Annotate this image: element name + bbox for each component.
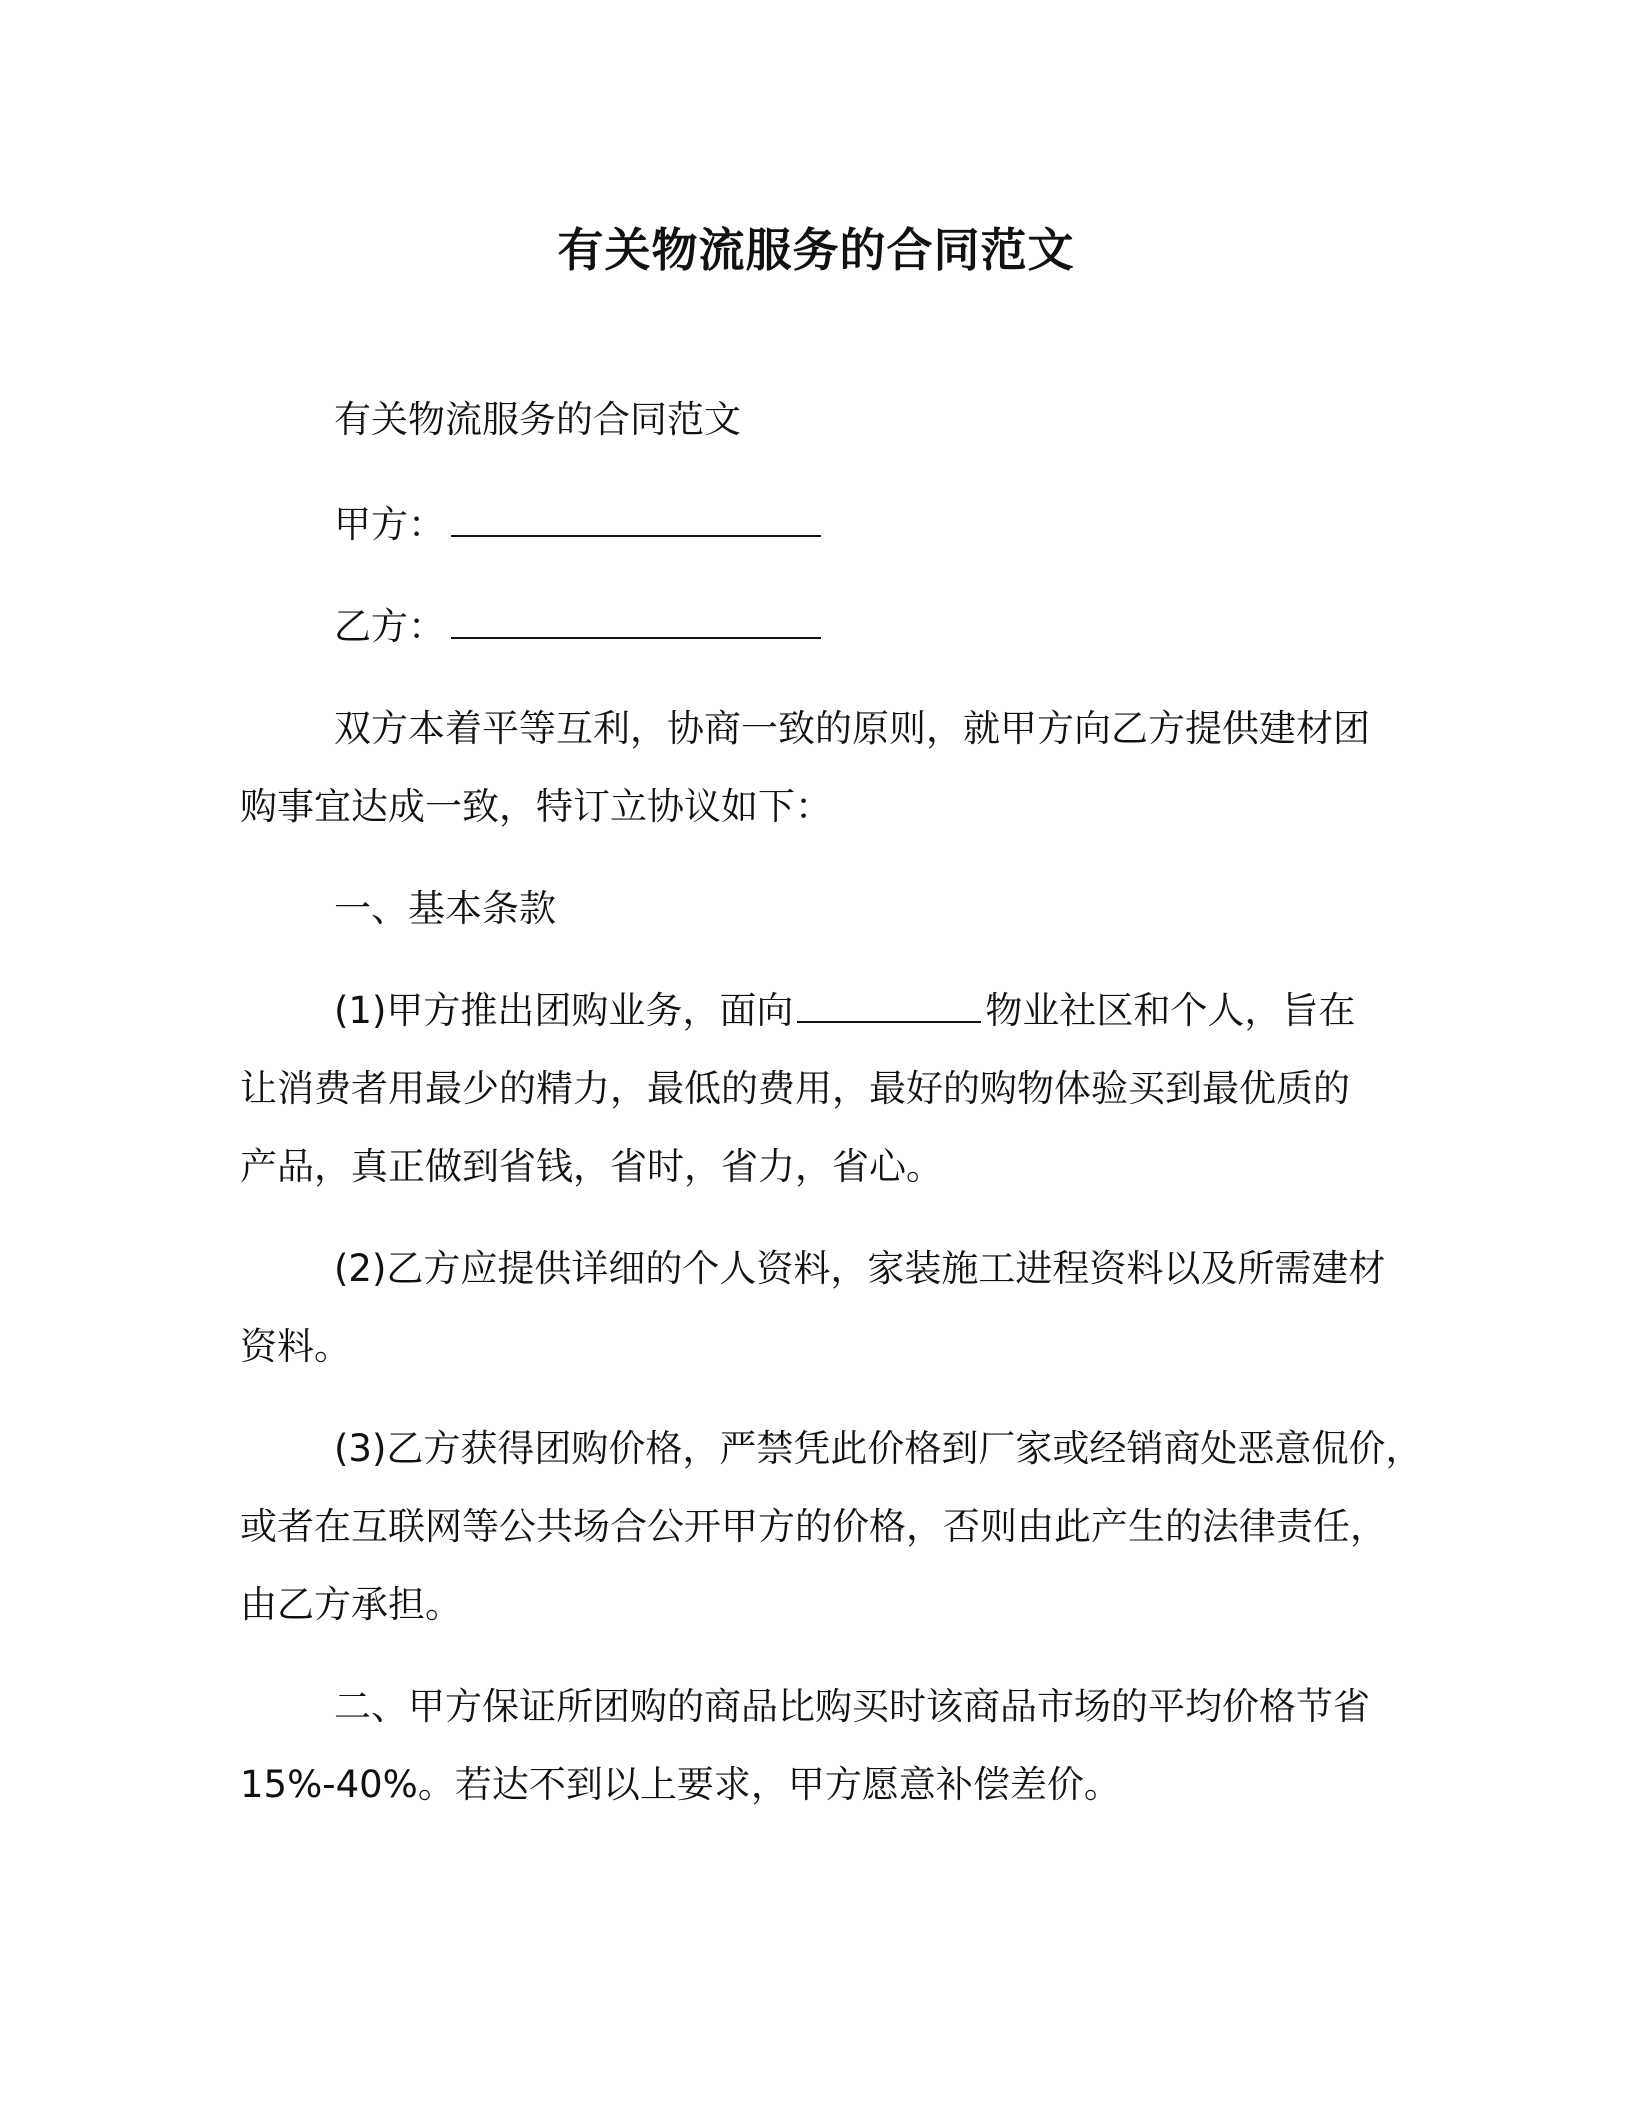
party-b-label: 乙方：: [334, 605, 445, 648]
clause-2-line-2: 资料。: [240, 1325, 351, 1368]
clause-2-line-1: (2)乙方应提供详细的个人资料，家装施工进程资料以及所需建材: [334, 1247, 1386, 1290]
document-subtitle: 有关物流服务的合同范文: [334, 398, 741, 441]
document-title: 有关物流服务的合同范文: [557, 223, 1075, 277]
party-b-line: [334, 602, 821, 652]
party-a-line: [334, 500, 821, 550]
clause-1-text-before: (1)甲方推出团购业务，面向: [334, 989, 794, 1032]
clause-3-line-2: 或者在互联网等公共场合公开甲方的价格，否则由此产生的法律责任，: [240, 1505, 1387, 1548]
party-b-blank: [451, 603, 821, 639]
intro-line-2: 购事宜达成一致，特订立协议如下：: [240, 785, 832, 828]
clause-1-text-after: 物业社区和个人，旨在: [985, 989, 1356, 1032]
intro-line-1: 双方本着平等互利，协商一致的原则，就甲方向乙方提供建材团: [334, 707, 1370, 750]
clause-1-line-2: 让消费者用最少的精力，最低的费用，最好的购物体验买到最优质的: [240, 1067, 1350, 1110]
party-a-label: 甲方：: [334, 503, 445, 546]
party-a-blank: [451, 501, 821, 537]
clause-1-line-3: 产品，真正做到省钱，省时，省力，省心。: [240, 1145, 943, 1188]
section-2-line-2: 15%-40%。若达不到以上要求，甲方愿意补偿差价。: [240, 1763, 1121, 1806]
clause-3-line-3: 由乙方承担。: [240, 1583, 462, 1626]
clause-1-line-1: [334, 986, 1355, 1036]
section-1-heading: 一、基本条款: [334, 887, 556, 930]
section-2-line-1: 二、甲方保证所团购的商品比购买时该商品市场的平均价格节省: [334, 1685, 1370, 1728]
community-blank: [797, 987, 981, 1023]
clause-3-line-1: (3)乙方获得团购价格，严禁凭此价格到厂家或经销商处恶意侃价，: [334, 1427, 1423, 1470]
